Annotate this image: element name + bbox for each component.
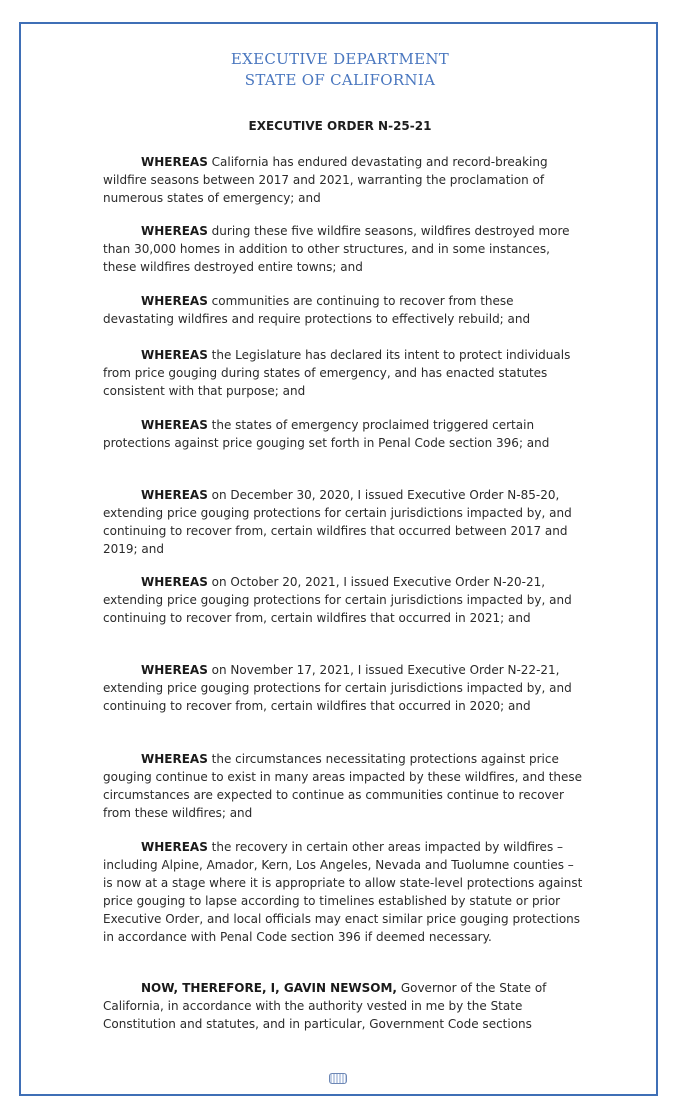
paragraph-text: the recovery in certain other areas impacted by wildfires – including Alpine, Amador, Kern, Los Angeles, Nevada and Tuolumne counties – is now at a stage where it is appropriate to allow state-level protections against price gouging to lapse according to timelines established by statute or prior Executive Order, and local officials may enact similar price gouging protections in accordance with Penal Code section 396 if deemed necessary.	[103, 840, 583, 944]
paragraph-text: the states of emergency proclaimed triggered certain protections against price gouging set forth in Penal Code section 396; and	[103, 418, 550, 450]
paragraph-lead: WHEREAS	[141, 575, 208, 589]
paragraph-text: the circumstances necessitating protections against price gouging continue to exist in many areas impacted by these wildfires, and these circumstances are expected to continue as communities continue to recover from these wildfires; and	[103, 752, 583, 820]
paragraph-text: California has endured devastating and record-breaking wildfire seasons between 2017 and 2021, warranting the proclamation of numerous states of emergency; and	[103, 155, 548, 205]
paragraph-text: on November 17, 2021, I issued Executive Order N-22-21, extending price gouging protections for certain jurisdictions impacted by, and continuing to recover from, certain wildfires that occurred in 2020; and	[103, 663, 572, 713]
paragraph-lead: WHEREAS	[141, 663, 208, 677]
paragraph-text: the Legislature has declared its intent to protect individuals from price gouging during states of emergency, and has enacted statutes consistent with that purpose; and	[103, 348, 571, 398]
paragraph-lead: WHEREAS	[141, 488, 208, 502]
paragraph-lead: WHEREAS	[141, 752, 208, 766]
paragraph-lead: WHEREAS	[141, 348, 208, 362]
whereas-paragraph-4	[103, 346, 583, 400]
whereas-paragraph-10	[103, 838, 583, 946]
now-therefore-paragraph	[103, 979, 583, 1033]
paragraph-lead: WHEREAS	[141, 418, 208, 432]
whereas-paragraph-7	[103, 573, 583, 627]
whereas-paragraph-3	[103, 292, 583, 328]
paragraph-text: on October 20, 2021, I issued Executive Order N-20-21, extending price gouging protections for certain jurisdictions impacted by, and continuing to recover from, certain wildfires that occurred in 2021; and	[103, 575, 572, 625]
paragraph-lead: WHEREAS	[141, 224, 208, 238]
paragraph-text: communities are continuing to recover from these devastating wildfires and require protections to effectively rebuild; and	[103, 294, 531, 326]
state-seal-icon	[329, 1073, 347, 1084]
whereas-paragraph-6	[103, 486, 583, 558]
paragraph-lead: WHEREAS	[141, 155, 208, 169]
department-heading: EXECUTIVE DEPARTMENT	[230, 50, 450, 68]
whereas-paragraph-1	[103, 153, 583, 207]
paragraph-lead: NOW, THEREFORE, I, GAVIN NEWSOM,	[141, 981, 397, 995]
state-heading: STATE OF CALIFORNIA	[244, 71, 436, 89]
paragraph-lead: WHEREAS	[141, 840, 208, 854]
order-title: EXECUTIVE ORDER N-25-21	[248, 119, 432, 133]
paragraph-lead: WHEREAS	[141, 294, 208, 308]
whereas-paragraph-8	[103, 661, 583, 715]
paragraph-text: during these five wildfire seasons, wildfires destroyed more than 30,000 homes in addition to other structures, and in some instances, these wildfires destroyed entire towns; and	[103, 224, 570, 274]
whereas-paragraph-9	[103, 750, 583, 822]
whereas-paragraph-5	[103, 416, 583, 452]
paragraph-text: on December 30, 2020, I issued Executive Order N-85-20, extending price gouging protections for certain jurisdictions impacted by, and continuing to recover from, certain wildfires that occurred between 2017 and 2019; and	[103, 488, 572, 556]
paragraph-text: Governor of the State of California, in accordance with the authority vested in me by the State Constitution and statutes, and in particular, Government Code sections	[103, 981, 547, 1031]
whereas-paragraph-2	[103, 222, 583, 276]
